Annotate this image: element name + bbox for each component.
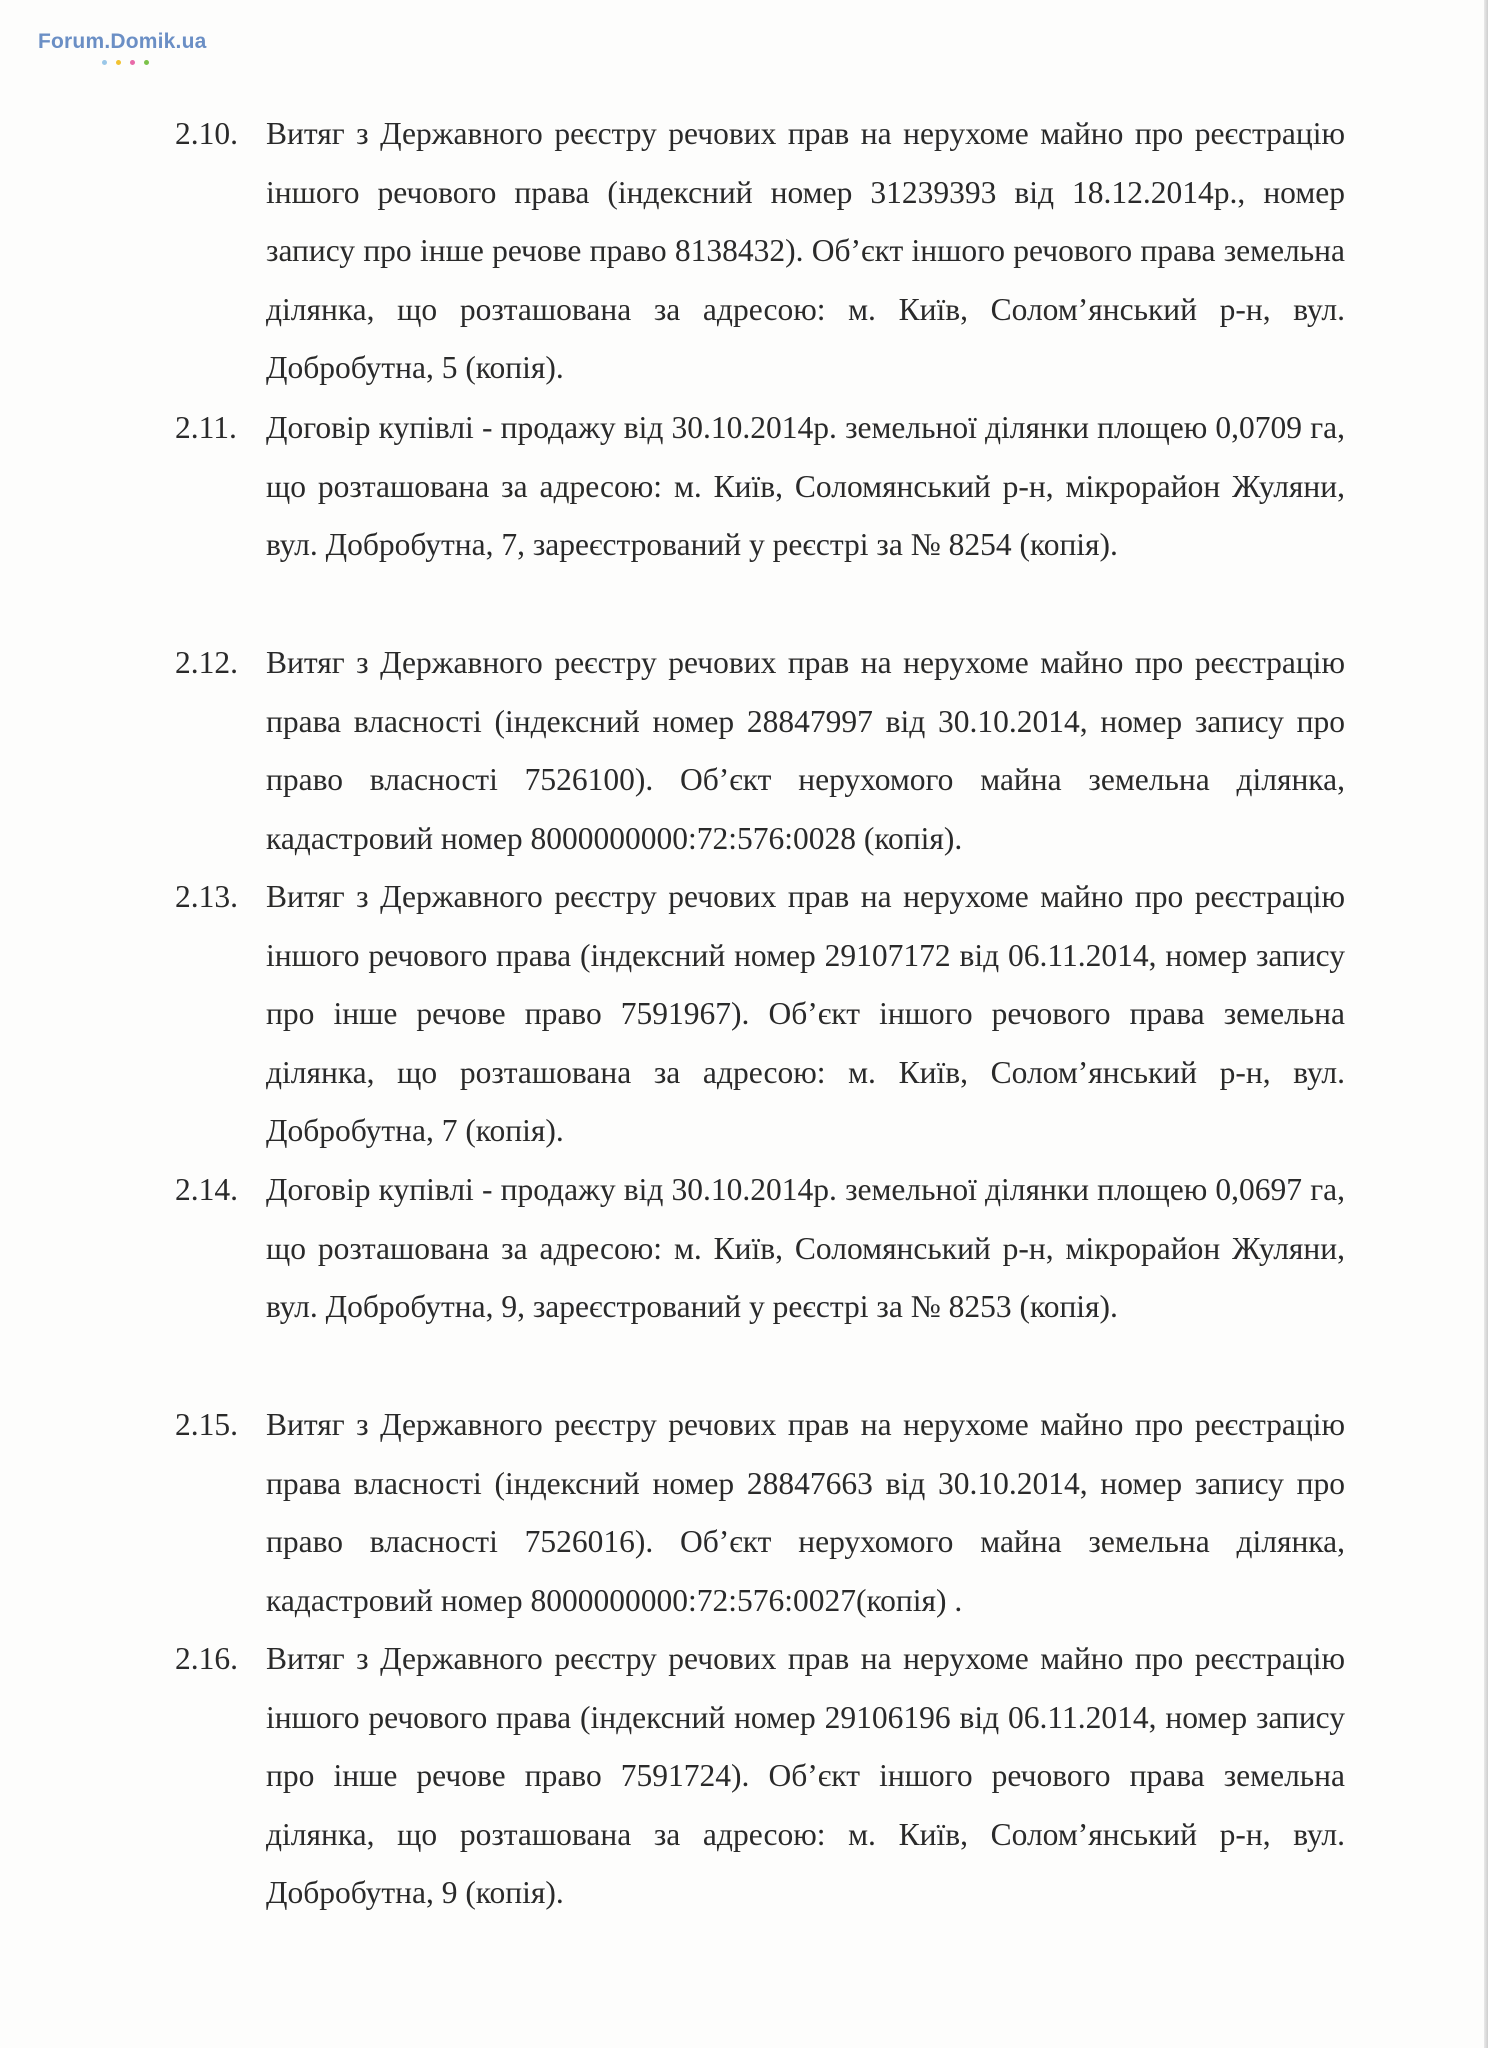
list-item-2-16 [175,1630,1345,1923]
scan-edge [1484,0,1488,2048]
watermark-logo: Forum.Domik.ua [38,30,207,53]
item-text: Договір купівлі - продажу від 30.10.2014р. земельної ділянки площею 0,0697 га, що розташована за адресою: м. Київ, Соломянський р-н, мікрорайон Жуляни, вул. Добробутна, 9, зареєстрований у реєстрі за № 8253 (копія). [266,1172,1345,1324]
list-item-2-11 [175,399,1345,575]
list-item-2-15 [175,1396,1345,1630]
list-item-2-10 [175,105,1345,398]
watermark-dots [102,60,149,65]
item-number: 2.12. [175,645,238,680]
list-item-2-12 [175,634,1345,868]
item-number: 2.14. [175,1172,238,1207]
item-number: 2.10. [175,116,238,151]
item-text: Витяг з Державного реєстру речових прав на нерухоме майно про реєстрацію іншого речового права (індексний номер 29106196 від 06.11.2014, номер запису про інше речове право 7591724). Об’єкт іншого речового права земельна ділянка, що розташована за адресою: м. Київ, Солом’янський р-н, вул. Добробутна, 9 (копія). [266,1641,1345,1910]
watermark-dot-2 [116,60,121,65]
list-item-2-13 [175,868,1345,1161]
watermark-dot-1 [102,60,107,65]
item-text: Договір купівлі - продажу від 30.10.2014р. земельної ділянки площею 0,0709 га, що розташована за адресою: м. Київ, Соломянський р-н, мікрорайон Жуляни, вул. Добробутна, 7, зареєстрований у реєстрі за № 8254 (копія). [266,410,1345,562]
item-text: Витяг з Державного реєстру речових прав на нерухоме майно про реєстрацію права власності (індексний номер 28847997 від 30.10.2014, номер запису про право власності 7526100). Об’єкт нерухомого майна земельна ділянка, кадастровий номер 8000000000:72:576:0028 (копія). [266,645,1345,856]
item-number: 2.15. [175,1407,238,1442]
watermark-dot-3 [130,60,135,65]
watermark-dot-4 [144,60,149,65]
list-item-2-14 [175,1161,1345,1337]
item-text: Витяг з Державного реєстру речових прав на нерухоме майно про реєстрацію права власності (індексний номер 28847663 від 30.10.2014, номер запису про право власності 7526016). Об’єкт нерухомого майна земельна ділянка, кадастровий номер 8000000000:72:576:0027(копія) . [266,1407,1345,1618]
item-number: 2.13. [175,879,238,914]
item-number: 2.11. [175,410,237,445]
item-number: 2.16. [175,1641,238,1676]
item-text: Витяг з Державного реєстру речових прав на нерухоме майно про реєстрацію іншого речового права (індексний номер 29107172 від 06.11.2014, номер запису про інше речове право 7591967). Об’єкт іншого речового права земельна ділянка, що розташована за адресою: м. Київ, Солом’янський р-н, вул. Добробутна, 7 (копія). [266,879,1345,1148]
item-text: Витяг з Державного реєстру речових прав на нерухоме майно про реєстрацію іншого речового права (індексний номер 31239393 від 18.12.2014р., номер запису про інше речове право 8138432). Об’єкт іншого речового права земельна ділянка, що розташована за адресою: м. Київ, Солом’янський р-н, вул. Добробутна, 5 (копія). [266,116,1345,385]
